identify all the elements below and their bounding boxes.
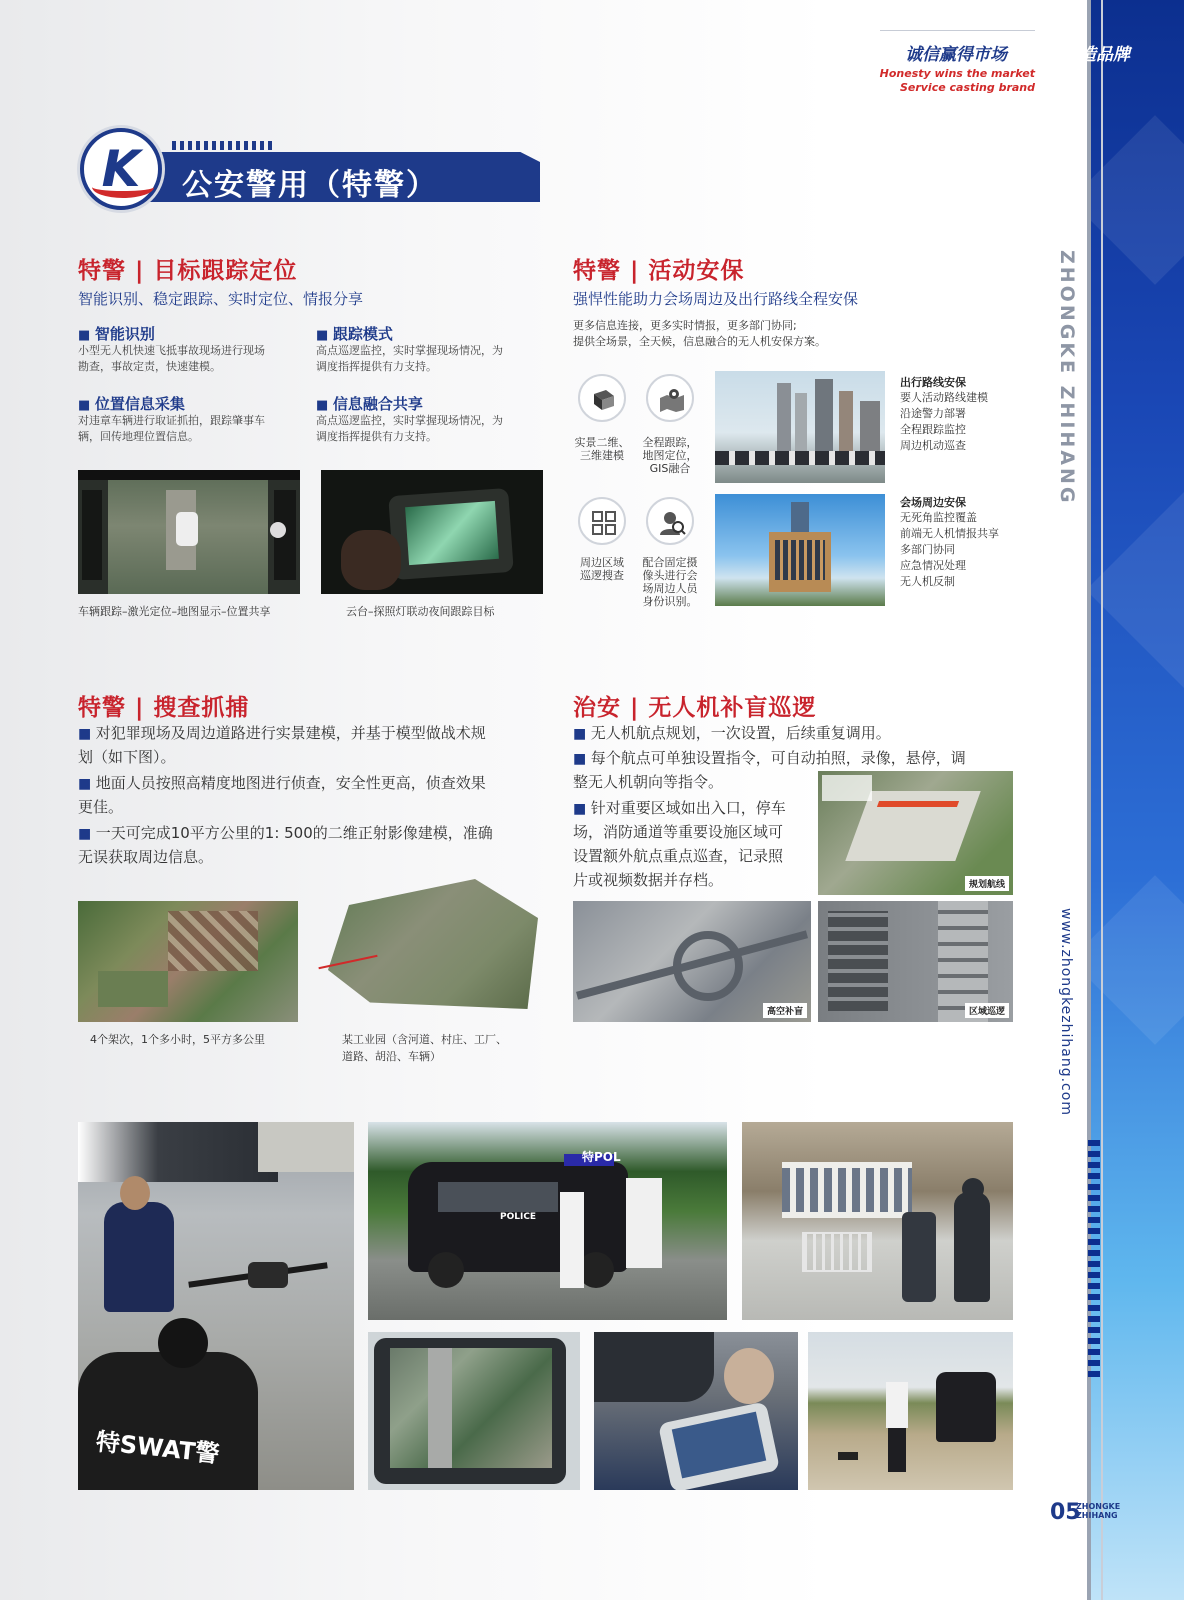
side-website: www.zhongkezhihang.com — [1058, 908, 1074, 1116]
venue-security-title: 会场周边安保 — [900, 496, 966, 509]
area-patrol-icon — [578, 497, 626, 545]
icon-label-map-2: 地图定位， — [642, 449, 698, 462]
patrol-point-3a: ■ 针对重要区域如出入口，停车 — [573, 796, 786, 821]
side-stripes — [1088, 1140, 1100, 1380]
side-brand-vertical: ZHONGKE ZHIHANG — [1056, 250, 1078, 506]
slogan-en-line1: Honesty wins the market — [879, 67, 1035, 80]
route-item-1: 沿途警力部署 — [900, 407, 966, 420]
venue-item-0: 无死角监控覆盖 — [900, 511, 977, 524]
controller-screen-photo — [368, 1332, 580, 1490]
search-point-2a: ■ 地面人员按照高精度地图进行侦查，安全性更高，侦查效果 — [78, 771, 486, 796]
route-security-title: 出行路线安保 — [900, 376, 966, 389]
tag-area-patrol: 区域巡逻 — [965, 1003, 1009, 1018]
patrol-point-1: ■ 无人机航点规划，一次设置，后续重复调用。 — [573, 721, 891, 746]
tracking-item-desc-0a: 小型无人机快速飞抵事故现场进行现场 — [78, 344, 265, 357]
aerial-village-map — [78, 901, 298, 1022]
riot-police-station-photo — [742, 1122, 1013, 1320]
tracking-item-title-0: ■ 智能识别 — [78, 323, 155, 344]
brand-logo — [80, 128, 162, 210]
search-point-1b: 划（如下图）。 — [78, 748, 176, 766]
page-number: 05 — [1050, 1500, 1081, 1525]
tracking-item-desc-1b: 调度指挥提供有力支持。 — [316, 360, 437, 373]
patrol-point-3c: 设置额外航点重点巡查，记录照 — [573, 847, 784, 865]
map-track-icon — [646, 374, 694, 422]
icon-label-area-1: 周边区域 — [580, 556, 624, 569]
high-altitude-aerial — [573, 901, 811, 1022]
police-van-operator-photo — [368, 1122, 727, 1320]
route-item-3: 周边机动巡查 — [900, 439, 966, 452]
van-police-text: POLICE — [500, 1212, 537, 1222]
swat-drone-operators-photo — [78, 1122, 354, 1490]
venue-building-photo — [715, 494, 885, 606]
swat-text: 特SWAT警 — [94, 1427, 221, 1469]
route-item-0: 要人活动路线建模 — [900, 391, 988, 404]
search-point-2b: 更佳。 — [78, 798, 124, 816]
side-decor-band — [1025, 0, 1184, 1600]
planned-route-aerial — [818, 771, 1013, 895]
van-pol-text: 特POL — [582, 1150, 621, 1164]
tag-planned-route: 规划航线 — [965, 876, 1009, 891]
3d-model-icon — [578, 374, 626, 422]
patrol-point-2b: 整无人机朝向等指令。 — [573, 773, 724, 791]
tracking-item-title-2: ■ 位置信息采集 — [78, 393, 185, 414]
patrol-point-3b: 场，消防通道等重要设施区域可 — [573, 823, 784, 841]
field-operator-photo — [808, 1332, 1013, 1490]
icon-label-map-1: 全程跟踪， — [642, 436, 698, 449]
security-title: 特警 | 活动安保 — [573, 258, 745, 284]
icon-label-face-3: 场周边人员 — [642, 582, 698, 595]
venue-item-4: 无人机反制 — [900, 575, 955, 588]
night-tracking-controller-photo — [321, 470, 543, 594]
icon-label-face-2: 像头进行会 — [642, 569, 698, 582]
page-title: 公安警用（特警） — [182, 168, 438, 203]
tracking-title: 特警 | 目标跟踪定位 — [78, 258, 298, 284]
slogan-cn-left: 诚信赢得市场 — [905, 45, 1007, 65]
banner-stripes — [172, 141, 274, 150]
motorcade-city-photo — [715, 371, 885, 483]
tracking-item-desc-0b: 勘查，事故定责，快速建模。 — [78, 360, 221, 373]
tracking-caption-0: 车辆跟踪–激光定位–地图显示–位置共享 — [78, 605, 271, 618]
tracking-item-title-3: ■ 信息融合共享 — [316, 393, 423, 414]
operator-tablet-photo — [594, 1332, 798, 1490]
route-item-2: 全程跟踪监控 — [900, 423, 966, 436]
slogan-cn-right: 服务铸造品牌 — [1028, 45, 1130, 65]
search-caption-1: 4个架次，1个多小时，5平方多公里 — [90, 1033, 265, 1046]
tracking-item-desc-2a: 对违章车辆进行取证抓拍，跟踪肇事车 — [78, 414, 265, 427]
tracking-item-desc-3a: 高点巡逻监控，实时掌握现场情况，为 — [316, 414, 503, 427]
search-point-3b: 无误获取周边信息。 — [78, 848, 214, 866]
venue-item-2: 多部门协同 — [900, 543, 955, 556]
face-id-icon — [646, 497, 694, 545]
icon-label-3d-2: 三维建模 — [580, 449, 624, 462]
vehicle-tracking-screenshot — [78, 470, 300, 594]
icon-label-3d-1: 实景二维、 — [574, 436, 630, 449]
footer-brand-2: ZHIHANG — [1076, 1511, 1118, 1520]
patrol-title: 治安 | 无人机补盲巡逻 — [573, 695, 817, 721]
logo-letter: K — [101, 140, 141, 198]
icon-label-area-2: 巡逻搜查 — [580, 569, 624, 582]
security-desc-1: 更多信息连接，更多实时情报，更多部门协同; — [573, 319, 797, 332]
venue-item-1: 前端无人机情报共享 — [900, 527, 999, 540]
venue-item-3: 应急情况处理 — [900, 559, 966, 572]
tag-high-altitude: 高空补盲 — [763, 1003, 807, 1018]
security-desc-2: 提供全场景，全天候，信息融合的无人机安保方案。 — [573, 335, 826, 348]
tracking-item-title-1: ■ 跟踪模式 — [316, 323, 393, 344]
patrol-point-3d: 片或视频数据并存档。 — [573, 871, 724, 889]
slogan-en-line2: Service casting brand — [899, 81, 1035, 94]
search-caption-2b: 道路、胡沿、车辆） — [342, 1050, 441, 1063]
tracking-item-desc-1a: 高点巡逻监控，实时掌握现场情况，为 — [316, 344, 503, 357]
security-subtitle: 强悍性能助力会场周边及出行路线全程安保 — [573, 290, 859, 308]
search-point-1a: ■ 对犯罪现场及周边道路进行实景建模，并基于模型做战术规 — [78, 721, 486, 746]
search-point-3a: ■ 一天可完成10平方公里的1: 500的二维正射影像建模，准确 — [78, 821, 493, 846]
tracking-item-desc-3b: 调度指挥提供有力支持。 — [316, 430, 437, 443]
aerial-industrial-park-map — [318, 869, 543, 1022]
tracking-subtitle: 智能识别、稳定跟踪、实时定位、情报分享 — [78, 290, 364, 308]
search-caption-2a: 某工业园（含河道、村庄、工厂、 — [342, 1033, 507, 1046]
icon-label-face-4: 身份识别。 — [642, 595, 698, 608]
tracking-item-desc-2b: 辆，回传地理位置信息。 — [78, 430, 199, 443]
patrol-point-2a: ■ 每个航点可单独设置指令，可自动拍照，录像，悬停，调 — [573, 746, 966, 771]
icon-label-face-1: 配合固定摄 — [642, 556, 698, 569]
logo-swoosh-icon — [92, 176, 154, 198]
footer-brand-1: ZHONGKE — [1076, 1502, 1121, 1511]
slogan-divider — [880, 30, 1035, 31]
tracking-caption-1: 云台–探照灯联动夜间跟踪目标 — [346, 605, 495, 618]
search-title: 特警 | 搜查抓捕 — [78, 695, 250, 721]
area-patrol-aerial — [818, 901, 1013, 1022]
icon-label-map-3: GIS融合 — [649, 462, 691, 475]
